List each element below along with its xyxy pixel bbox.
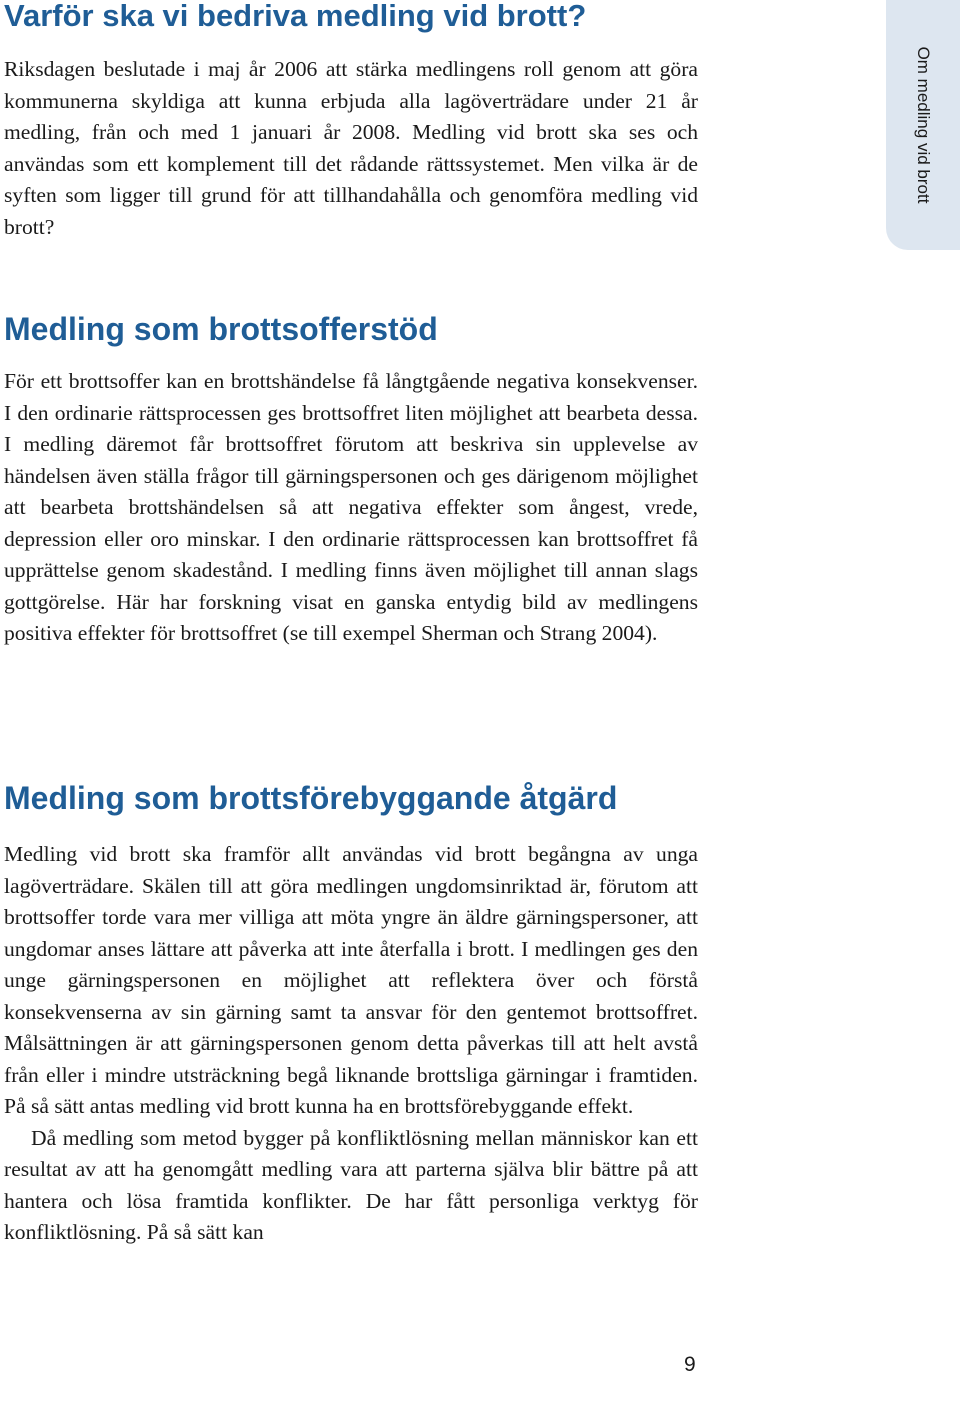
intro-text (4, 54, 698, 243)
section-paragraph: För ett brottsoffer kan en brottshändelse få långtgående negativa konsekvenser. I den ordinarie rättsprocessen ges brottsoffret liten möjlighet att bearbeta dessa. I medling däremot får brottsoffret förutom att beskriva sin upplevelse av händelsen även ställa frågor till gärningspersonen och ges därigenom möjlighet att bearbeta brottshändelsen så att negativa effekter som ångest, vrede, depression eller oro minskar. I den ordinarie rättsprocessen kan brottsoffret få upprättelse genom skadestånd. I medling finns även möjlighet till annan slags gottgörelse. Här har forskning visat en ganska entydig bild av medlingens positiva effekter för brottsoffret (se till exempel Sherman och Strang 2004). (4, 369, 698, 645)
intro-paragraph: Riksdagen beslutade i maj år 2006 att stärka medlingens roll genom att göra kommunerna skyldiga att kunna erbjuda alla lagöverträdare under 21 år medling, från och med 1 januari år 2008. Medling vid brott ska ses och användas som ett komplement till det rådande rättssystemet. Men vilka är de syften som ligger till grund för att tillhandahålla och genomföra medling vid brott? (4, 57, 698, 239)
section-paragraph: Medling vid brott ska framför allt användas vid brott begångna av unga lagöverträdare. Skälen till att göra medlingen ungdomsinriktad är, förutom att brottsoffer torde vara mer villiga att möta yngre än äldre gärningspersoner, att ungdomar anses lättare att påverka att inte återfalla i brott. I medlingen ges den unge gärningspersonen en möjlighet att reflektera över och förstå konsekvenserna av sin gärning samt ta ansvar för den gentemot brottsoffret. Målsättningen är att gärningspersonen genom detta påverkas till att helt avstå från eller i mindre utsträckning begå liknande brottsliga gärningar i framtiden. På så sätt antas medling vid brott kunna ha en brottsförebyggande effekt. (4, 842, 698, 1118)
page-title: Varför ska vi bedriva medling vid brott? (4, 0, 587, 33)
section-heading-brottsofferstod: Medling som brottsofferstöd (4, 311, 438, 347)
side-tab-label: Om medling vid brott (914, 46, 933, 204)
section-body-brottsforebyggande (4, 839, 698, 1249)
section-heading-brottsforebyggande: Medling som brottsförebyggande åtgärd (4, 780, 618, 816)
side-tab (886, 0, 960, 250)
section-paragraph: Då medling som metod bygger på konfliktlösning mellan människor kan ett resultat av att ha genomgått medling vara att parterna själva blir bättre på att hantera och lösa framtida konflikter. De har fått personliga verktyg för konfliktlösning. På så sätt kan (4, 1125, 698, 1244)
section-body-brottsofferstod (4, 366, 698, 650)
page-number: 9 (684, 1353, 696, 1376)
